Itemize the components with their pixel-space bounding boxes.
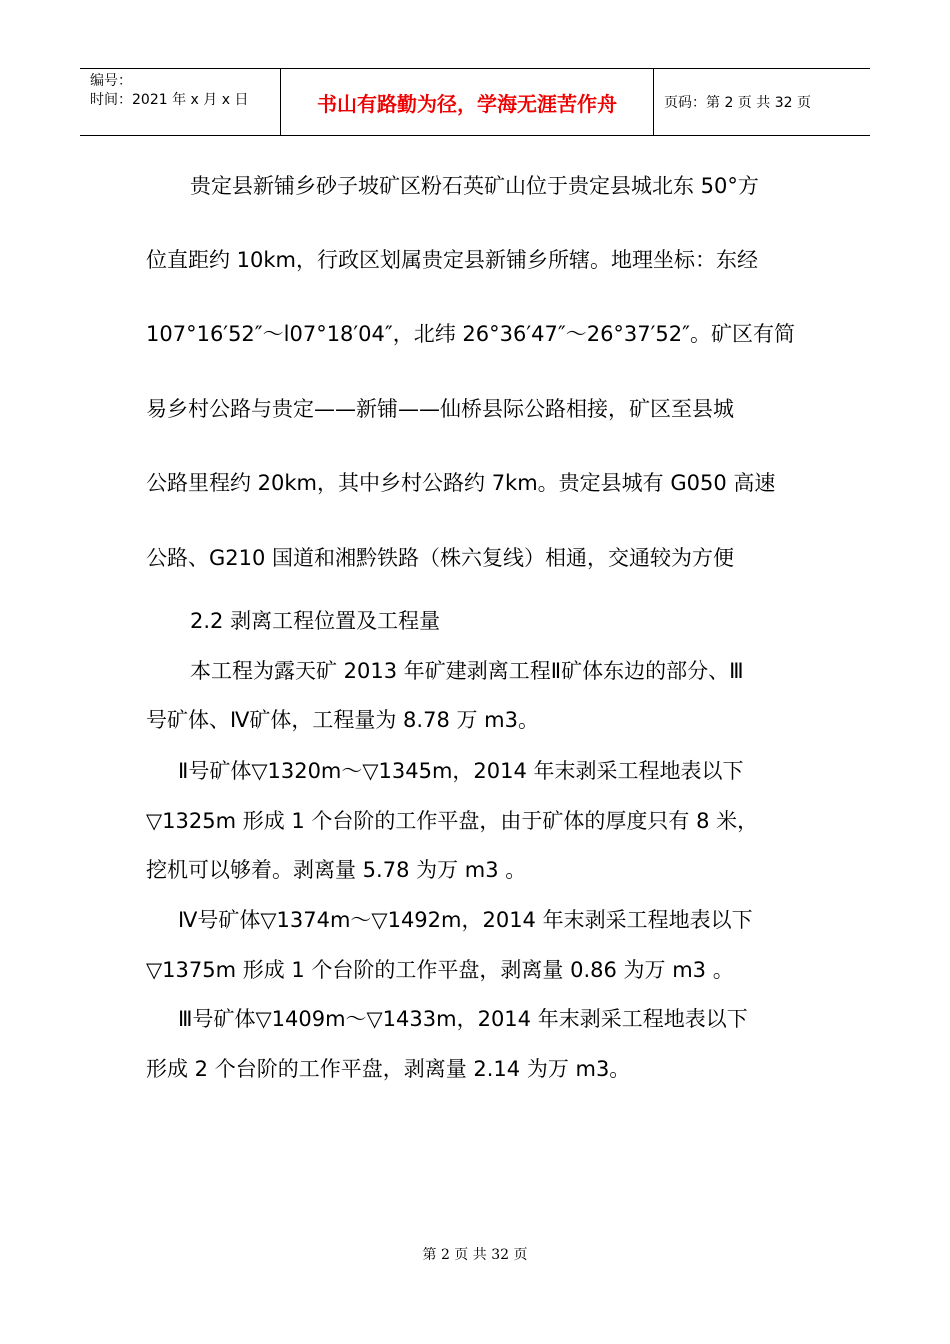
page-header [80,68,870,136]
section-heading: 2.2 剥离工程位置及工程量 [190,609,441,633]
document-number-label: 编号： [90,73,132,89]
body-line: 本工程为露天矿 2013 年矿建剥离工程Ⅱ矿体东边的部分、Ⅲ [190,659,744,683]
body-line: ▽1325m 形成 1 个台阶的工作平盘，由于矿体的厚度只有 8 米， [146,809,759,833]
header-info-cell [80,69,281,135]
document-date-label: 时间：2021 年 x 月 x 日 [90,92,249,108]
body-line: 贵定县新铺乡砂子坡矿区粉石英矿山位于贵定县城北东 50°方 [190,174,759,198]
header-page-cell [654,69,870,135]
body-line: 107°16′52″～l07°18′04″，北纬 26°36′47″～26°37′52″。矿区有简 [146,322,795,346]
body-line: 挖机可以够着。剥离量 5.78 为万 m3 。 [146,858,527,882]
header-motto-cell [281,69,654,135]
body-line: Ⅲ号矿体▽1409m～▽1433m，2014 年末剥采工程地表以下 [178,1007,748,1031]
body-line: 易乡村公路与贵定——新铺——仙桥县际公路相接，矿区至县城 [146,397,734,421]
body-line: 形成 2 个台阶的工作平盘，剥离量 2.14 为万 m3。 [146,1057,631,1081]
header-page-code: 页码：第 2 页 共 32 页 [664,95,811,111]
page-footer: 第 2 页 共 32 页 [422,1247,528,1263]
body-line: Ⅱ号矿体▽1320m～▽1345m，2014 年末剥采工程地表以下 [178,759,744,783]
body-line: 号矿体、Ⅳ矿体，工程量为 8.78 万 m3。 [146,708,539,732]
body-line: 公路、G210 国道和湘黔铁路（株六复线）相通，交通较为方便 [146,546,735,570]
body-line: ▽1375m 形成 1 个台阶的工作平盘，剥离量 0.86 为万 m3 。 [146,958,734,982]
header-motto: 书山有路勤为径，学海无涯苦作舟 [317,92,617,116]
body-line: 公路里程约 20km，其中乡村公路约 7km。贵定县城有 G050 高速 [146,471,776,495]
body-line: 位直距约 10km，行政区划属贵定县新铺乡所辖。地理坐标：东经 [146,248,759,272]
body-line: Ⅳ号矿体▽1374m～▽1492m，2014 年末剥采工程地表以下 [178,908,753,932]
